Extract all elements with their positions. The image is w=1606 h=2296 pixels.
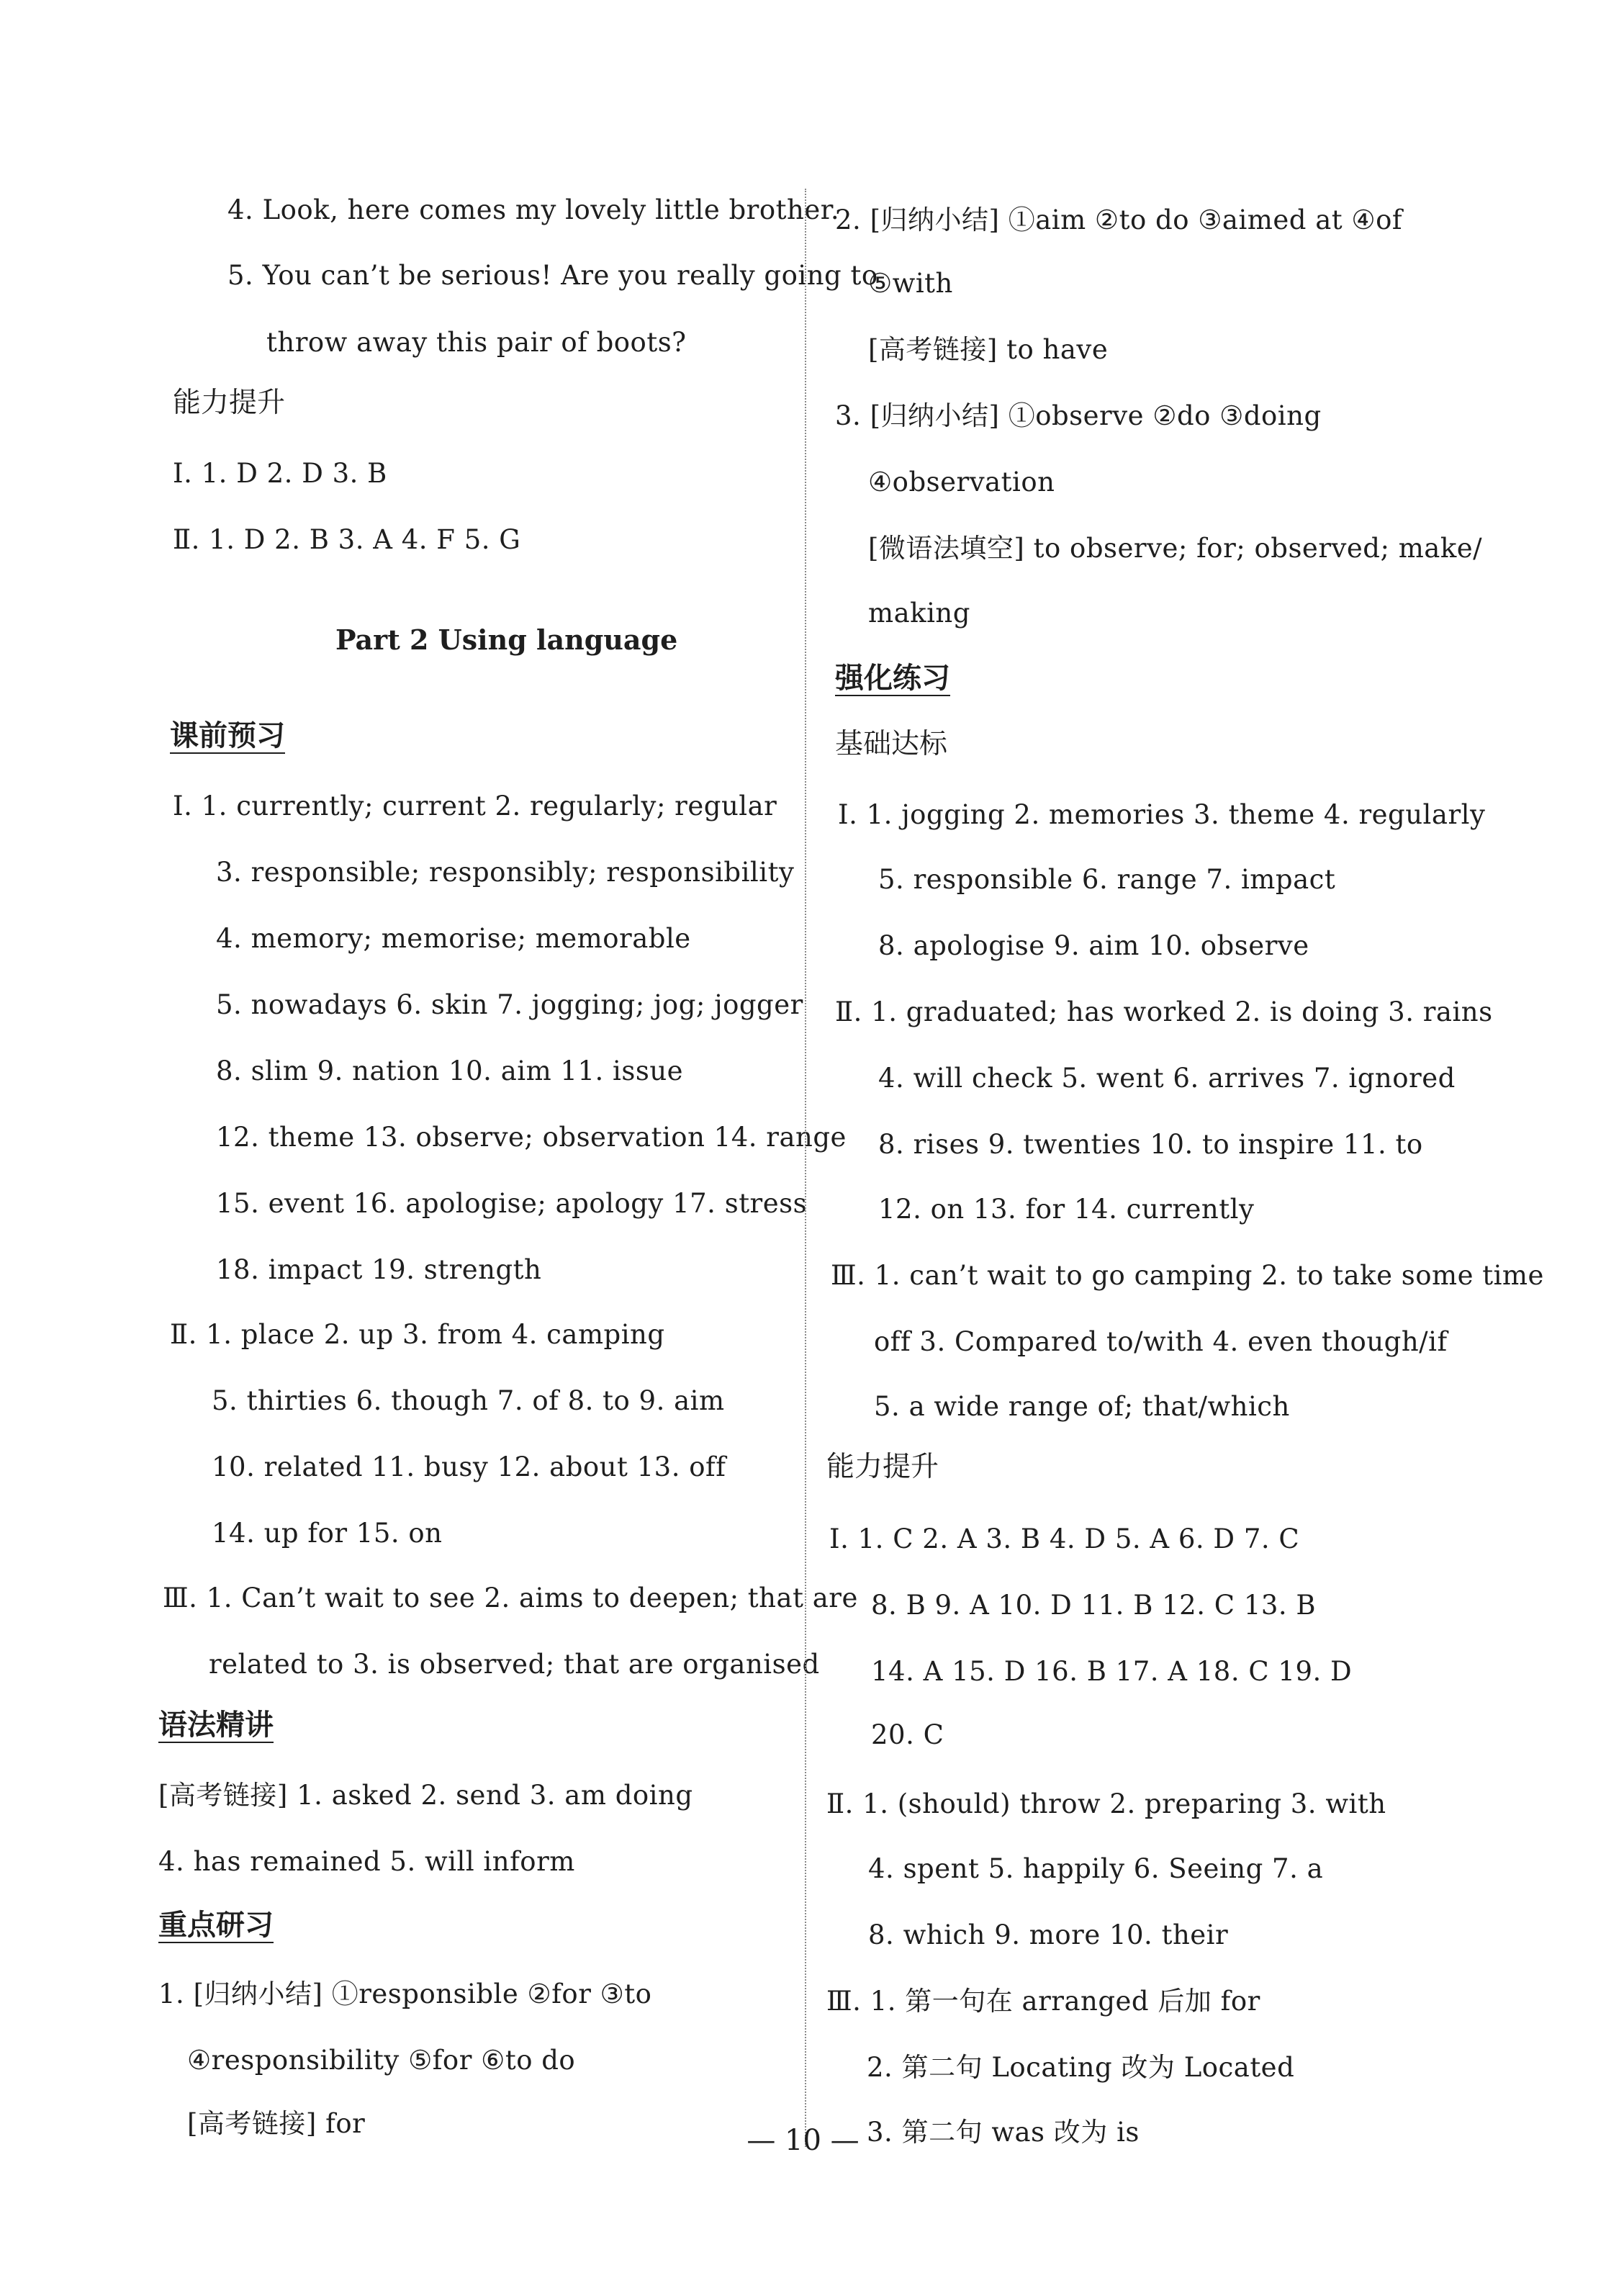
answer-line: 4. memory; memorise; memorable bbox=[216, 923, 691, 954]
answer-line: 8. which 9. more 10. their bbox=[868, 1919, 1229, 1950]
answer-line: 12. on 13. for 14. currently bbox=[878, 1194, 1255, 1225]
answer-line: 4. spent 5. happily 6. Seeing 7. a bbox=[868, 1853, 1324, 1884]
section-heading-kqyx: 课前预习 bbox=[170, 719, 285, 752]
section-heading-jcdb: 基础达标 bbox=[835, 728, 948, 760]
section-heading-qhlx: 强化练习 bbox=[835, 661, 950, 695]
answer-line: 3. [归纳小结] ①observe ②do ③doing bbox=[835, 400, 1322, 431]
section-heading-yfjj: 语法精讲 bbox=[158, 1708, 274, 1742]
answer-line: 18. impact 19. strength bbox=[216, 1254, 542, 1285]
answer-line: 2. [归纳小结] ①aim ②to do ③aimed at ④of bbox=[835, 204, 1403, 235]
answer-line: 5. You can’t be serious! Are you really going to bbox=[227, 260, 878, 291]
answer-line: Ⅲ. 1. can’t wait to go camping 2. to take some time bbox=[831, 1260, 1544, 1291]
answer-line: 5. responsible 6. range 7. impact bbox=[878, 864, 1336, 895]
answer-line: Ⅰ. 1. C 2. A 3. B 4. D 5. A 6. D 7. C bbox=[829, 1523, 1300, 1554]
answer-line: making bbox=[868, 598, 970, 629]
answer-line: ④responsibility ⑤for ⑥to do bbox=[187, 2045, 576, 2076]
section-heading-nengli: 能力提升 bbox=[173, 387, 286, 419]
answer-line: ⑤with bbox=[868, 268, 953, 299]
answer-line: 8. apologise 9. aim 10. observe bbox=[878, 930, 1309, 961]
answer-line: 8. rises 9. twenties 10. to inspire 11. to bbox=[878, 1129, 1423, 1160]
answer-line: ④observation bbox=[868, 467, 1055, 498]
answer-line: 3. responsible; responsibly; responsibility bbox=[216, 857, 795, 888]
answer-line: related to 3. is observed; that are organised bbox=[209, 1649, 820, 1680]
answer-line: throw away this pair of boots? bbox=[266, 327, 687, 358]
answer-line: [微语法填空] to observe; for; observed; make/ bbox=[868, 533, 1483, 564]
section-heading-zdyx: 重点研习 bbox=[158, 1908, 274, 1942]
answer-line: 3. 第二句 was 改为 is bbox=[867, 2117, 1140, 2148]
part-title: Part 2 Using language bbox=[335, 623, 678, 656]
answer-line: Ⅱ. 1. place 2. up 3. from 4. camping bbox=[170, 1319, 665, 1350]
answer-line: 5. a wide range of; that/which bbox=[874, 1391, 1290, 1422]
answer-line: 8. B 9. A 10. D 11. B 12. C 13. B bbox=[871, 1590, 1317, 1621]
answer-line: Ⅲ. 1. Can’t wait to see 2. aims to deepen; that are bbox=[163, 1583, 858, 1613]
answer-line: 12. theme 13. observe; observation 14. range bbox=[216, 1122, 847, 1153]
answer-line: Ⅱ. 1. graduated; has worked 2. is doing 3. rains bbox=[835, 996, 1493, 1027]
answer-line: [高考链接] for bbox=[187, 2108, 366, 2139]
answer-line: 10. related 11. busy 12. about 13. off bbox=[212, 1451, 726, 1482]
answer-line: Ⅱ. 1. D 2. B 3. A 4. F 5. G bbox=[173, 524, 521, 555]
answer-line: 8. slim 9. nation 10. aim 11. issue bbox=[216, 1055, 684, 1086]
answer-line: Ⅰ. 1. currently; current 2. regularly; regular bbox=[173, 791, 777, 821]
answer-line: 20. C bbox=[871, 1719, 944, 1750]
answer-line: Ⅲ. 1. 第一句在 arranged 后加 for bbox=[826, 1986, 1260, 2017]
answer-line: 4. has remained 5. will inform bbox=[158, 1846, 575, 1877]
answer-line: 5. thirties 6. though 7. of 8. to 9. aim bbox=[212, 1385, 725, 1416]
answer-line: 5. nowadays 6. skin 7. jogging; jog; jogger bbox=[216, 989, 803, 1020]
answer-line: 4. will check 5. went 6. arrives 7. ignored bbox=[878, 1063, 1456, 1094]
answer-line: 14. A 15. D 16. B 17. A 18. C 19. D bbox=[871, 1656, 1353, 1687]
section-heading-nengli-2: 能力提升 bbox=[826, 1451, 939, 1483]
answer-line: 1. [归纳小结] ①responsible ②for ③to bbox=[158, 1978, 652, 2009]
answer-line: 4. Look, here comes my lovely little brother. bbox=[227, 194, 840, 225]
answer-line: 14. up for 15. on bbox=[212, 1518, 443, 1549]
page-number: — 10 — bbox=[746, 2124, 860, 2157]
answer-line: 2. 第二句 Locating 改为 Located bbox=[867, 2052, 1295, 2083]
answer-line: Ⅰ. 1. jogging 2. memories 3. theme 4. regularly bbox=[838, 799, 1486, 830]
answer-line: 15. event 16. apologise; apology 17. stress bbox=[216, 1188, 808, 1219]
answer-line: [高考链接] 1. asked 2. send 3. am doing bbox=[158, 1780, 693, 1811]
answer-line: Ⅰ. 1. D 2. D 3. B bbox=[173, 458, 387, 489]
answer-line: Ⅱ. 1. (should) throw 2. preparing 3. with bbox=[826, 1788, 1386, 1819]
answer-line: [高考链接] to have bbox=[868, 334, 1109, 365]
answer-line: off 3. Compared to/with 4. even though/if bbox=[874, 1326, 1448, 1357]
column-divider bbox=[805, 189, 806, 2147]
